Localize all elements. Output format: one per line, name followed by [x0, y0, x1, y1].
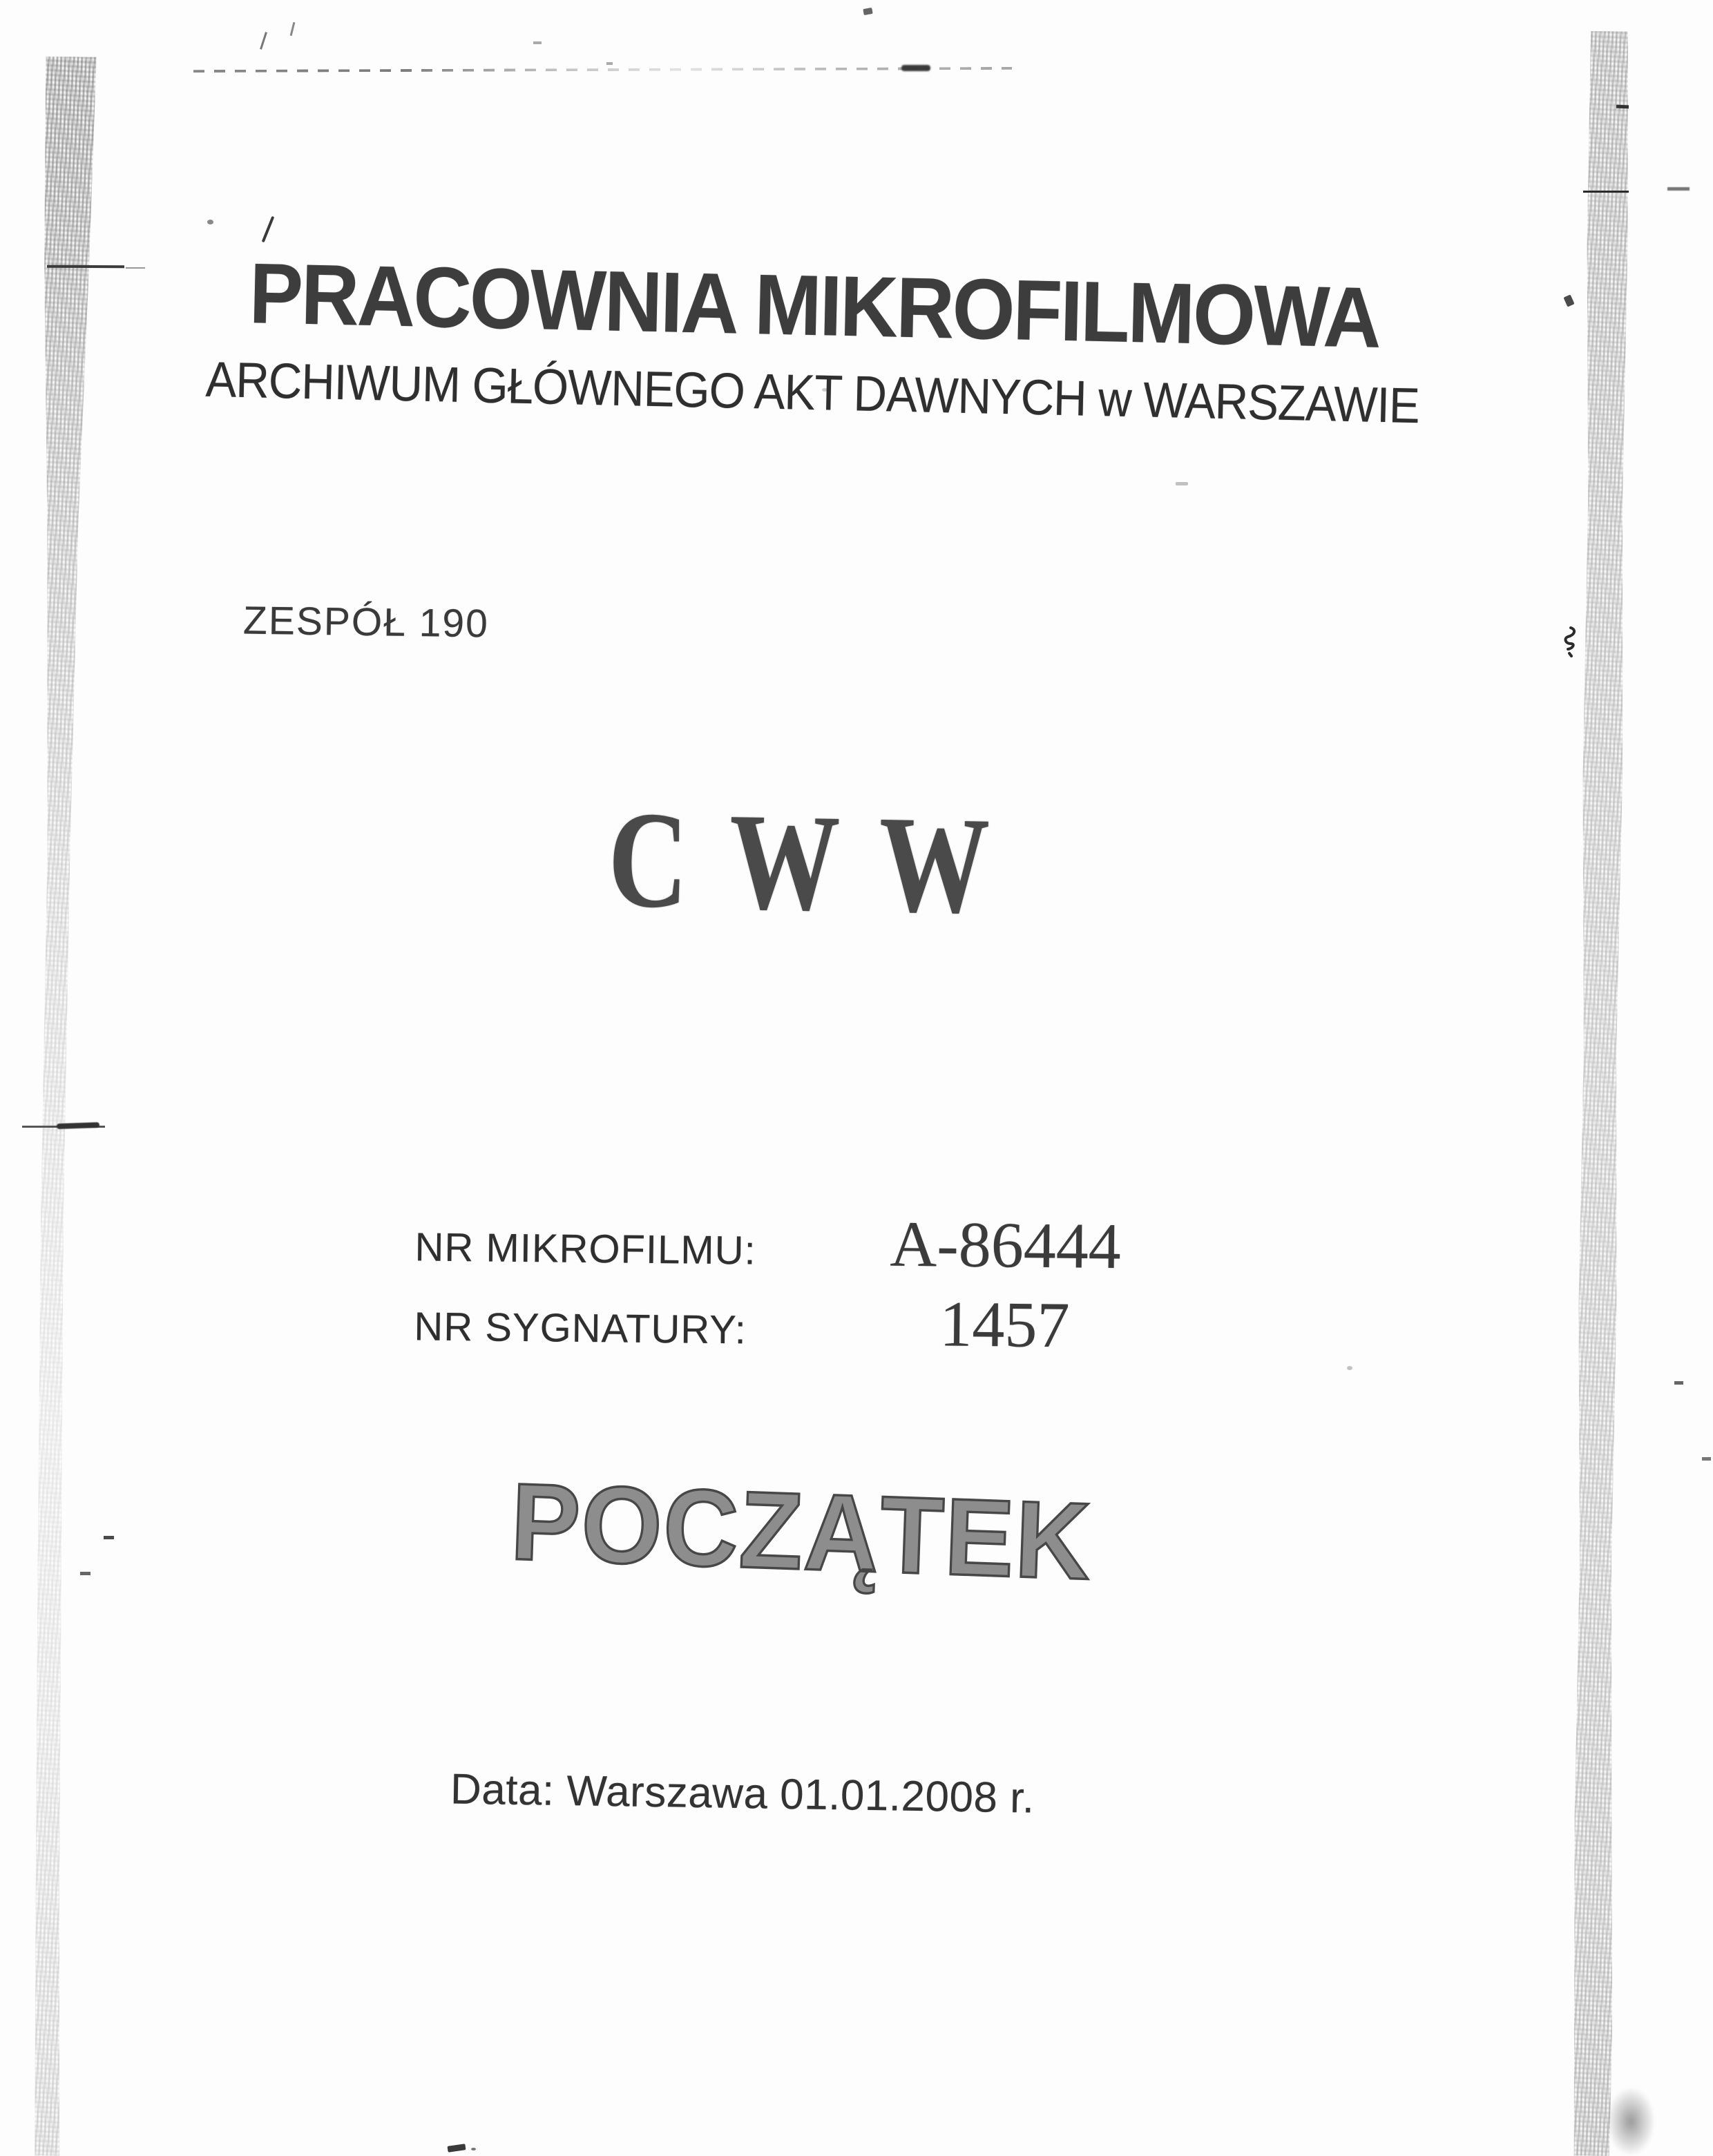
- scan-noise-speck: [533, 41, 542, 44]
- scan-noise-speck: [262, 216, 275, 243]
- scan-noise-speck: [1176, 482, 1188, 485]
- right-band-bottom-smudge: [1607, 2087, 1655, 2156]
- right-band-cross-line: [1583, 191, 1629, 193]
- scan-noise-speck: [471, 2148, 476, 2150]
- right-band-tick: [1616, 105, 1629, 109]
- microfilm-number-label: NR MIKROFILMU:: [414, 1224, 757, 1273]
- scan-noise-speck: [1702, 1457, 1711, 1461]
- scan-noise-speck: [1347, 1366, 1352, 1370]
- archive-subtitle: ARCHIWUM GŁÓWNEGO AKT DAWNYCH w WARSZAWIE: [204, 352, 1420, 434]
- collection-code: C W W: [606, 783, 999, 943]
- scan-noise-speck: [80, 1572, 90, 1575]
- scan-noise-speck: [448, 2144, 466, 2153]
- signature-number-value: 1457: [939, 1288, 1071, 1362]
- section-marker-beginning: POCZĄTEK: [508, 1461, 1094, 1603]
- signature-number-row: [414, 1284, 1285, 1362]
- top-fold-dash-blob: [901, 65, 930, 71]
- scan-noise-speck: [207, 220, 213, 224]
- microfilm-number-row: [414, 1205, 1285, 1282]
- workshop-title: PRACOWNIA MIKROFILMOWA: [248, 246, 1381, 366]
- scan-noise-speck: [290, 22, 296, 36]
- microfilm-number-value: A-86444: [890, 1208, 1122, 1283]
- catalog-fields: [414, 1205, 1285, 1373]
- top-fold-dash-line: [193, 67, 1012, 73]
- left-band-lower-cross-blob: [57, 1122, 99, 1129]
- scan-noise-speck: [863, 8, 872, 15]
- signature-number-label: NR SYGNATURY:: [414, 1304, 747, 1353]
- right-margin-dash: [1667, 187, 1690, 191]
- document-header: [0, 238, 1672, 440]
- right-margin-squiggle-mark: [1562, 626, 1580, 657]
- scan-noise-speck: [1674, 1381, 1683, 1385]
- date-line: Data: Warszawa 01.01.2008 r.: [450, 1765, 1035, 1822]
- fonds-number-label: ZESPÓŁ 190: [242, 598, 490, 646]
- scan-noise-speck: [260, 32, 267, 50]
- scan-noise-speck: [606, 62, 613, 65]
